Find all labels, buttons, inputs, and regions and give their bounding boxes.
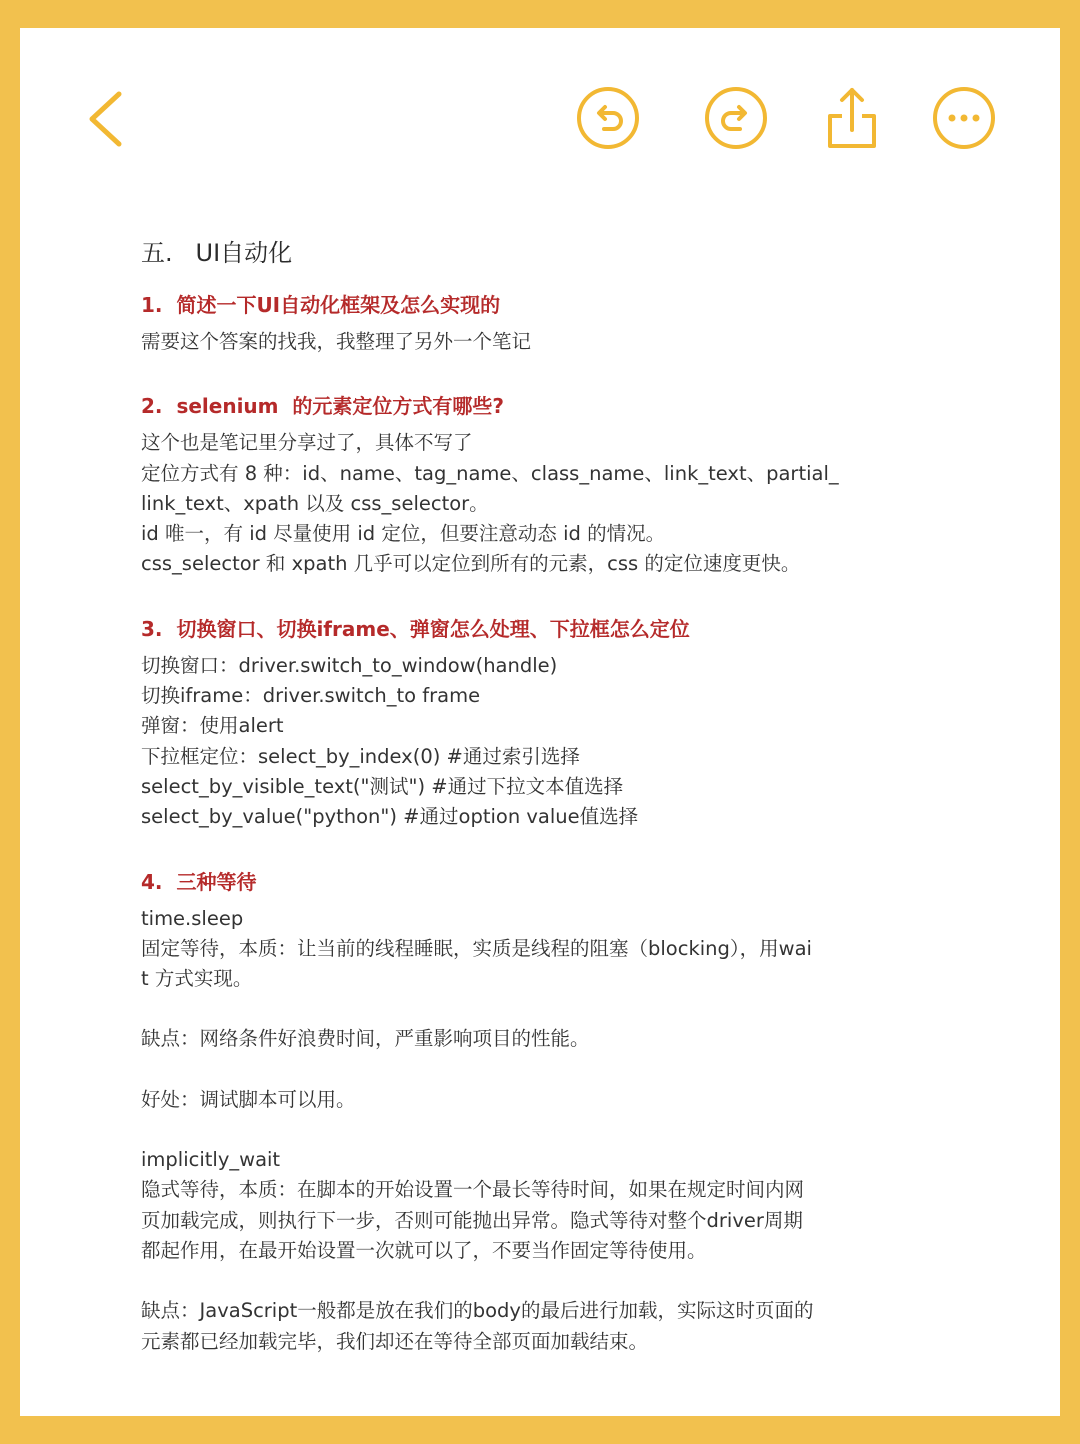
more-icon [932, 86, 996, 150]
text-line: 切换iframe：driver.switch_to frame [141, 684, 481, 708]
text-line: 定位方式有 8 种：id、name、tag_name、class_name、link_text、partial_ [141, 461, 839, 485]
text-line: 需要这个答案的找我，我整理了另外一个笔记 [141, 330, 532, 353]
section-1 [141, 289, 971, 357]
page-title: 五. UI自动化 [141, 239, 293, 267]
paragraph-implicit-cons [141, 1296, 971, 1357]
section-heading: 1. 简述一下UI自动化框架及怎么实现的 [141, 293, 501, 317]
text-line: t 方式实现。 [141, 967, 253, 991]
text-line: 下拉框定位：select_by_index(0) #通过索引选择 [141, 744, 580, 768]
text-line: time.sleep [141, 906, 244, 930]
redo-icon [704, 86, 768, 150]
section-4 [141, 866, 971, 1357]
text-line: implicitly_wait [141, 1148, 281, 1172]
text-line: 固定等待，本质：让当前的线程睡眠，实质是线程的阻塞（blocking），用wai [141, 936, 812, 960]
text-line: 页加载完成，则执行下一步，否则可能抛出异常。隐式等待对整个driver周期 [141, 1208, 803, 1232]
note-page [20, 28, 1060, 1416]
text-line: 缺点：网络条件好浪费时间，严重影响项目的性能。 [141, 1027, 590, 1051]
share-icon [820, 86, 884, 150]
text-line: link_text、xpath 以及 css_selector。 [141, 491, 489, 515]
back-arrow-icon [84, 86, 148, 150]
section-heading: 3. 切换窗口、切换iframe、弹窗怎么处理、下拉框怎么定位 [141, 616, 690, 641]
text-line: 元素都已经加载完毕，我们却还在等待全部页面加载结束。 [141, 1329, 649, 1353]
paragraph-sleep-cons [141, 1024, 971, 1054]
back-button[interactable] [84, 86, 148, 150]
undo-icon [576, 86, 640, 150]
text-line: 隐式等待，本质：在脚本的开始设置一个最长等待时间，如果在规定时间内网 [141, 1178, 805, 1202]
text-line: 切换窗口：driver.switch_to_window(handle) [141, 653, 558, 677]
text-line: css_selector 和 xpath 几乎可以定位到所有的元素，css 的定位速度更快。 [141, 552, 801, 576]
text-line: id 唯一，有 id 尽量使用 id 定位，但要注意动态 id 的情况。 [141, 522, 666, 546]
undo-button[interactable] [576, 86, 640, 150]
text-line: select_by_value("python") #通过option value值选择 [141, 805, 639, 829]
paragraph-implicit-wait [141, 1145, 971, 1266]
paragraph-sleep-pros [141, 1085, 971, 1115]
redo-button[interactable] [704, 86, 768, 150]
section-2 [141, 390, 971, 579]
text-line: 弹窗：使用alert [141, 714, 284, 738]
section-heading: 4. 三种等待 [141, 869, 257, 894]
text-line: 好处：调试脚本可以用。 [141, 1087, 356, 1111]
text-line: select_by_visible_text("测试") #通过下拉文本值选择 [141, 774, 624, 798]
share-button[interactable] [820, 86, 884, 150]
more-button[interactable] [932, 86, 996, 150]
paragraph-sleep [141, 904, 971, 995]
text-line: 缺点：JavaScript一般都是放在我们的body的最后进行加载，实际这时页面的 [141, 1299, 814, 1323]
text-line: 这个也是笔记里分享过了，具体不写了 [141, 431, 473, 455]
text-line: 都起作用，在最开始设置一次就可以了，不要当作固定等待使用。 [141, 1238, 707, 1262]
section-heading: 2. selenium 的元素定位方式有哪些? [141, 394, 505, 419]
note-content[interactable] [141, 228, 971, 1357]
section-3 [141, 613, 971, 833]
